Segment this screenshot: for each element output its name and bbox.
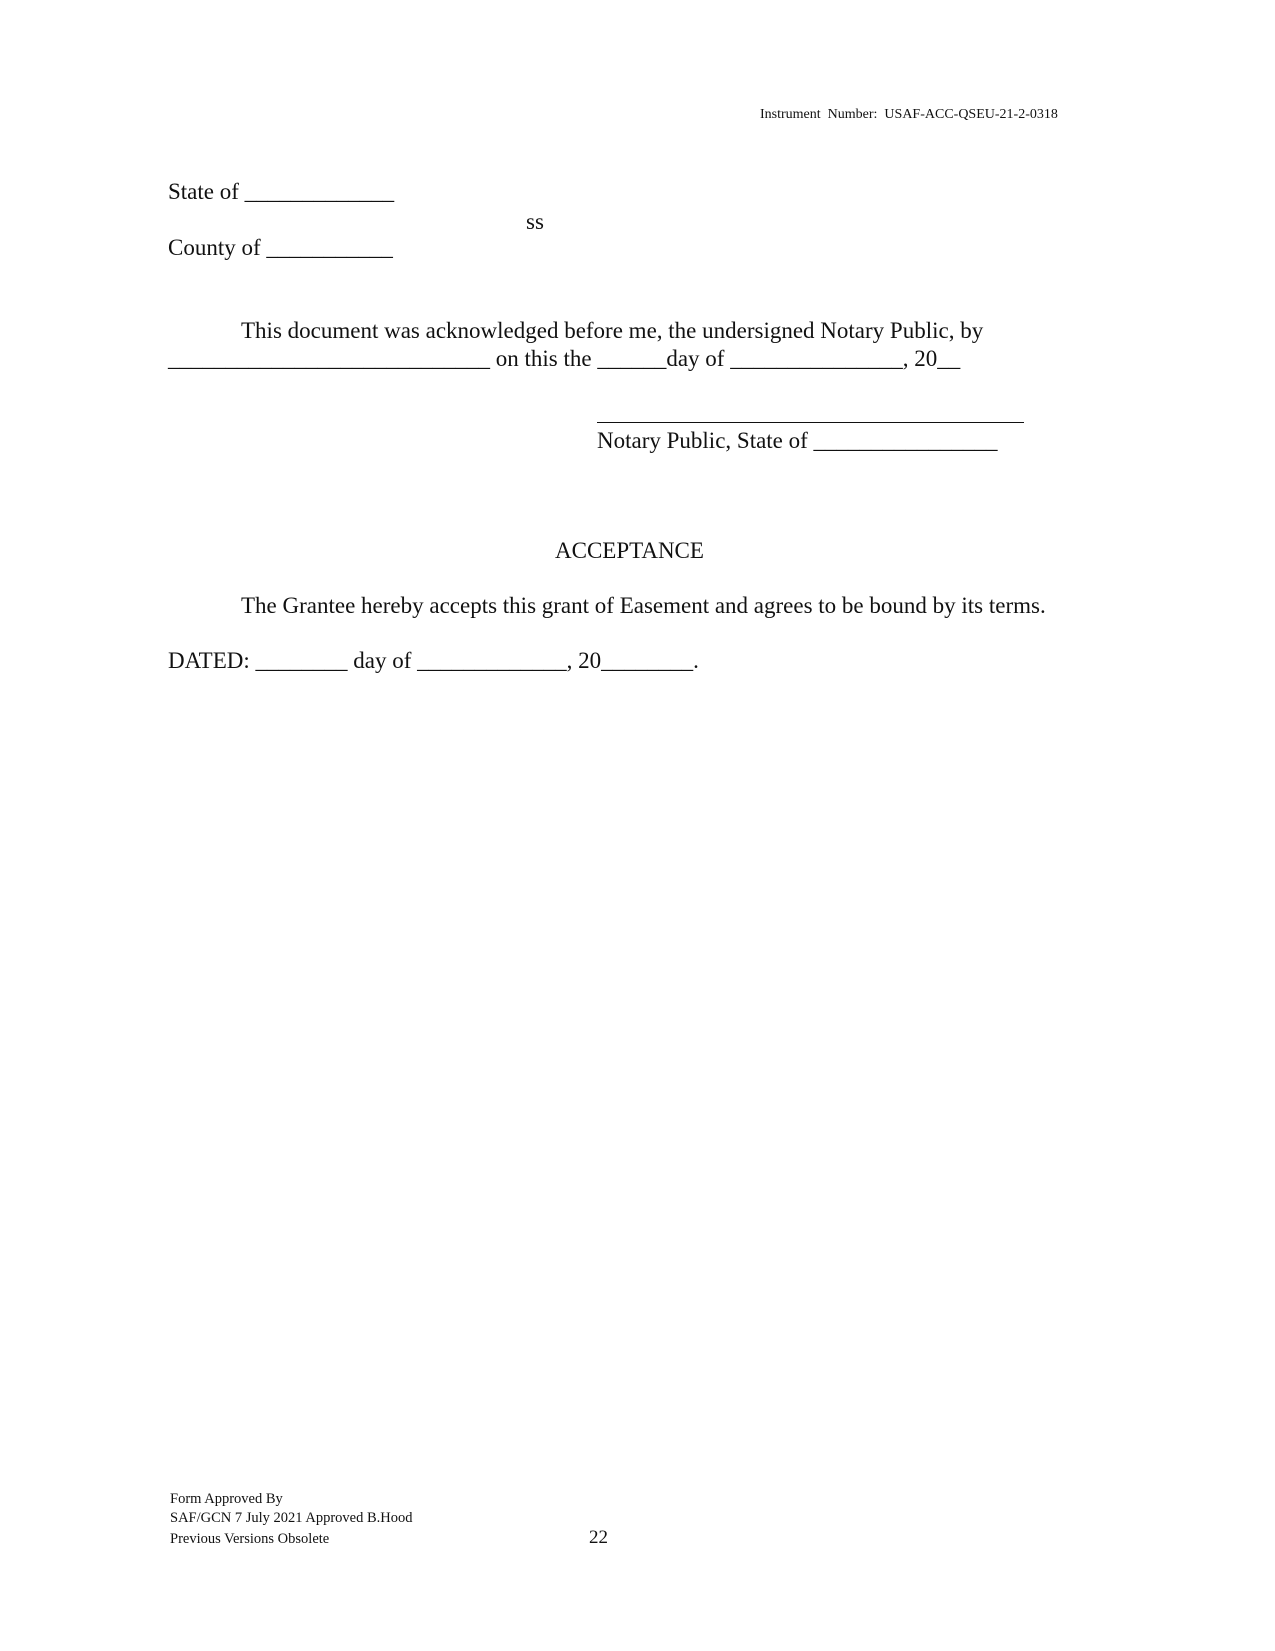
acknowledgment-line-1: This document was acknowledged before me, the undersigned Notary Public, by <box>241 318 984 343</box>
instrument-number: Instrument Number: USAF-ACC-QSEU-21-2-0318 <box>760 107 1058 122</box>
ss-mark: ss <box>526 209 544 234</box>
county-of-line: County of ___________ <box>168 235 393 260</box>
acknowledgment-line-2: ____________________________ on this the ______day of _______________, 20__ <box>168 346 961 371</box>
page-number: 22 <box>589 1527 608 1548</box>
notary-signature-line <box>597 422 1024 423</box>
notary-public-line: Notary Public, State of ________________ <box>597 428 998 453</box>
acceptance-text: The Grantee hereby accepts this grant of Easement and agrees to be bound by its terms. <box>241 593 1046 618</box>
dated-line: DATED: ________ day of _____________, 20________. <box>168 648 699 673</box>
footer-form-approved: Form Approved By <box>170 1491 283 1507</box>
acceptance-heading: ACCEPTANCE <box>555 538 704 563</box>
footer-approval: SAF/GCN 7 July 2021 Approved B.Hood <box>170 1510 413 1526</box>
footer-obsolete: Previous Versions Obsolete <box>170 1531 330 1547</box>
state-of-line: State of _____________ <box>168 179 395 204</box>
